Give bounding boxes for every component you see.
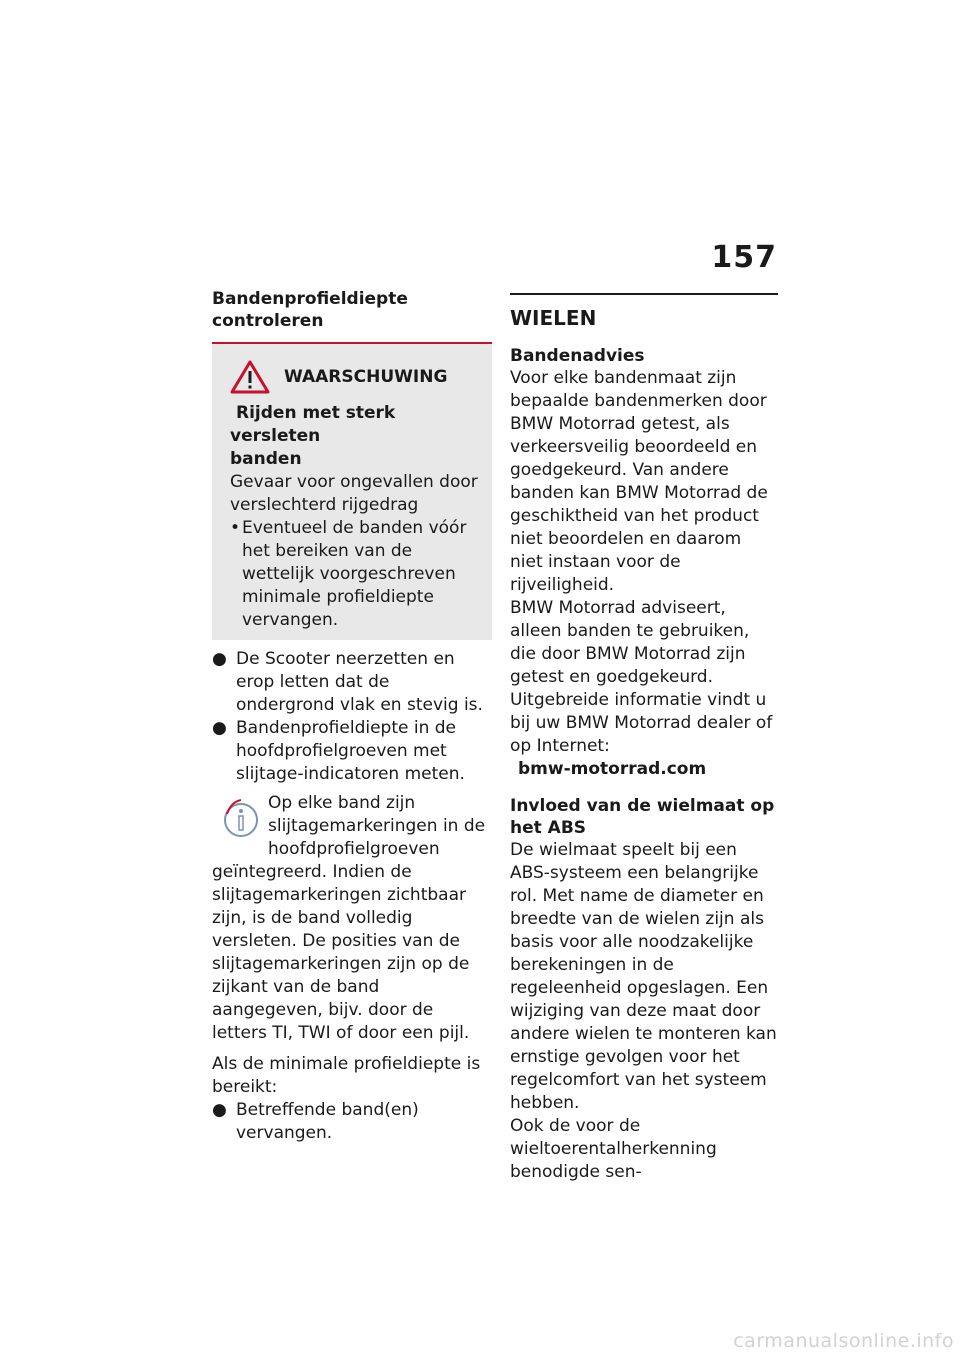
info-icon [222, 796, 260, 840]
info-note [212, 792, 492, 1045]
final-step-item [212, 1099, 492, 1145]
step-text: De Scooter neerzetten en erop letten dat de ondergrond vlak en stevig is. [236, 649, 483, 715]
bullet-dot-icon: ● [212, 649, 227, 669]
warning-body: Gevaar voor ongevallen door verslechterd rijgedrag [230, 472, 478, 515]
final-step-text: Betreffende band(en) vervangen. [236, 1100, 419, 1143]
warning-bullet-text: Eventueel de banden vóór het bereiken van de wettelijk voorgeschreven minimale profieldiepte vervangen. [242, 518, 467, 630]
section-title [212, 288, 492, 332]
abs-paragraph-1: De wielmaat speelt bij een ABS-systeem een belangrijke rol. Met name de diameter en breedte van de wielen zijn als basis voor alle noodzakelijke berekeningen in de regeleenheid opgeslagen. Een wijziging van deze maat door andere wielen te monteren kan ernstige gevolgen voor het regelcomfort van het systeem hebben. [510, 840, 777, 1113]
advice-paragraph-1: Voor elke bandenmaat zijn bepaalde bandenmerken door BMW Motorrad getest, als verkeersveilig beoordeeld en goedgekeurd. Van andere banden kan BMW Motorrad de geschiktheid van het product niet beoordelen en daarom niet instaan voor de rijveiligheid. [510, 368, 768, 595]
warning-title: WAARSCHUWING [284, 367, 448, 387]
warning-subtitle-line-1: Rijden met sterk versleten [230, 403, 396, 446]
step-item [212, 648, 492, 717]
advice-paragraph-2: BMW Motorrad adviseert, alleen banden te gebruiken, die door BMW Motorrad zijn getest en goedgekeurd. [510, 598, 750, 687]
chapter-rule [510, 293, 778, 295]
abs-paragraph-2: Ook de voor de wieltoerentalherkenning benodigde sen- [510, 1116, 717, 1182]
page-number: 157 [711, 240, 777, 275]
warning-box [212, 344, 492, 640]
watermark: carmanualsonline.info [733, 1330, 954, 1352]
step-item [212, 717, 492, 786]
bullet-dot-icon: • [230, 518, 241, 538]
abs-title: Invloed van de wielmaat op het ABS [510, 796, 775, 838]
warning-bullet [230, 517, 480, 632]
step-text: Bandenprofieldiepte in de hoofdprofielgroeven met slijtage-indicatoren meten. [236, 718, 465, 784]
warning-triangle-icon [230, 360, 270, 394]
bullet-dot-icon: ● [212, 1100, 227, 1120]
info-text: Op elke band zijn slijtagemarkeringen in de hoofdprofielgroeven geïntegreerd. Indien de slijtagemarkeringen zichtbaar zijn, is de band volledig versleten. De posities van de slijtagemarkeringen zijn op de zijkant van de band aangegeven, bijv. door de letters TI, TWI of door een pijl. [212, 793, 486, 1043]
advice-paragraph-3: Uitgebreide informatie vindt u bij uw BMW Motorrad dealer of op Internet: [510, 690, 773, 756]
chapter-title: WIELEN [510, 306, 597, 330]
right-column [510, 288, 778, 1184]
bullet-dot-icon: ● [212, 718, 227, 738]
min-depth-text: Als de minimale profieldiepte is bereikt: [212, 1054, 481, 1097]
warning-subtitle-line-2: banden [230, 449, 302, 469]
advice-title: Bandenadvies [510, 346, 645, 366]
bmw-motorrad-link[interactable]: bmw-motorrad.com [518, 759, 707, 779]
section-title-line-2: controleren [212, 311, 324, 331]
warning-subtitle [230, 402, 480, 471]
left-column [212, 288, 492, 1145]
section-title-line-1: Bandenprofieldiepte [212, 289, 408, 309]
